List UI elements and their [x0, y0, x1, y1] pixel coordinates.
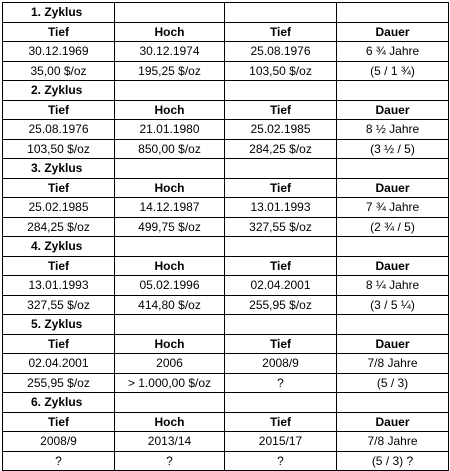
header-high: Hoch — [115, 100, 225, 120]
cycle-header-row — [3, 412, 449, 432]
cycle-title-row — [3, 81, 449, 101]
duration-years: 8 ¼ Jahre — [337, 276, 449, 296]
empty-cell — [225, 237, 337, 257]
empty-cell — [337, 3, 449, 23]
date-low-end: 2008/9 — [225, 354, 337, 374]
cycle-dates-row — [3, 354, 449, 374]
header-high: Hoch — [115, 256, 225, 276]
cycle-title-row — [3, 237, 449, 257]
date-low-start: 13.01.1993 — [3, 276, 115, 296]
cycle-title-row — [3, 3, 449, 23]
price-low-end: ? — [225, 451, 337, 471]
header-low-start: Tief — [3, 22, 115, 42]
empty-cell — [115, 159, 225, 179]
header-low-end: Tief — [225, 256, 337, 276]
duration-split: (2 ¾ / 5) — [337, 217, 449, 237]
cycle-title-row — [3, 159, 449, 179]
header-duration: Dauer — [337, 100, 449, 120]
empty-cell — [225, 3, 337, 23]
price-low-start: ? — [3, 451, 115, 471]
cycle-prices-row — [3, 451, 449, 471]
date-low-start: 25.02.1985 — [3, 198, 115, 218]
cycle-dates-row — [3, 42, 449, 62]
date-low-end: 25.02.1985 — [225, 120, 337, 140]
empty-cell — [115, 3, 225, 23]
header-low-start: Tief — [3, 412, 115, 432]
price-low-start: 284,25 $/oz — [3, 217, 115, 237]
header-duration: Dauer — [337, 334, 449, 354]
header-low-end: Tief — [225, 412, 337, 432]
date-high: 30.12.1974 — [115, 42, 225, 62]
cycle-title: 5. Zyklus — [3, 315, 115, 335]
cycle-prices-row — [3, 217, 449, 237]
empty-cell — [337, 315, 449, 335]
duration-split: (5 / 3) ? — [337, 451, 449, 471]
gold-cycles-table — [2, 2, 449, 471]
duration-years: 6 ¾ Jahre — [337, 42, 449, 62]
header-low-start: Tief — [3, 334, 115, 354]
date-high: 2006 — [115, 354, 225, 374]
date-high: 05.02.1996 — [115, 276, 225, 296]
header-low-end: Tief — [225, 22, 337, 42]
price-low-end: 327,55 $/oz — [225, 217, 337, 237]
date-low-end: 2015/17 — [225, 432, 337, 452]
cycle-dates-row — [3, 432, 449, 452]
date-high: 21.01.1980 — [115, 120, 225, 140]
cycle-prices-row — [3, 373, 449, 393]
header-duration: Dauer — [337, 22, 449, 42]
price-low-start: 255,95 $/oz — [3, 373, 115, 393]
duration-years: 7 ¾ Jahre — [337, 198, 449, 218]
date-low-start: 25.08.1976 — [3, 120, 115, 140]
price-high: 850,00 $/oz — [115, 139, 225, 159]
cycle-header-row — [3, 22, 449, 42]
cycle-title: 2. Zyklus — [3, 81, 115, 101]
price-low-end: 284,25 $/oz — [225, 139, 337, 159]
header-low-start: Tief — [3, 256, 115, 276]
duration-years: 8 ½ Jahre — [337, 120, 449, 140]
duration-years: 7/8 Jahre — [337, 354, 449, 374]
date-low-start: 30.12.1969 — [3, 42, 115, 62]
header-low-end: Tief — [225, 100, 337, 120]
header-low-end: Tief — [225, 178, 337, 198]
price-low-start: 35,00 $/oz — [3, 61, 115, 81]
header-low-start: Tief — [3, 178, 115, 198]
price-high: 195,25 $/oz — [115, 61, 225, 81]
date-low-start: 2008/9 — [3, 432, 115, 452]
price-high: > 1.000,00 $/oz — [115, 373, 225, 393]
header-high: Hoch — [115, 412, 225, 432]
date-low-end: 25.08.1976 — [225, 42, 337, 62]
date-low-start: 02.04.2001 — [3, 354, 115, 374]
date-low-end: 02.04.2001 — [225, 276, 337, 296]
cycle-header-row — [3, 100, 449, 120]
header-low-end: Tief — [225, 334, 337, 354]
empty-cell — [115, 81, 225, 101]
date-low-end: 13.01.1993 — [225, 198, 337, 218]
header-high: Hoch — [115, 22, 225, 42]
date-high: 14.12.1987 — [115, 198, 225, 218]
price-low-end: 103,50 $/oz — [225, 61, 337, 81]
header-high: Hoch — [115, 178, 225, 198]
empty-cell — [337, 237, 449, 257]
cycle-prices-row — [3, 61, 449, 81]
empty-cell — [225, 81, 337, 101]
empty-cell — [337, 81, 449, 101]
empty-cell — [115, 237, 225, 257]
empty-cell — [115, 315, 225, 335]
price-low-start: 103,50 $/oz — [3, 139, 115, 159]
duration-split: (3 ½ / 5) — [337, 139, 449, 159]
cycle-prices-row — [3, 139, 449, 159]
empty-cell — [337, 393, 449, 413]
header-duration: Dauer — [337, 178, 449, 198]
cycle-dates-row — [3, 120, 449, 140]
empty-cell — [225, 159, 337, 179]
price-low-end: 255,95 $/oz — [225, 295, 337, 315]
cycle-dates-row — [3, 198, 449, 218]
date-high: 2013/14 — [115, 432, 225, 452]
duration-split: (3 / 5 ¼) — [337, 295, 449, 315]
price-high: ? — [115, 451, 225, 471]
header-duration: Dauer — [337, 412, 449, 432]
price-low-end: ? — [225, 373, 337, 393]
empty-cell — [225, 315, 337, 335]
cycle-header-row — [3, 334, 449, 354]
duration-years: 7/8 Jahre — [337, 432, 449, 452]
header-duration: Dauer — [337, 256, 449, 276]
empty-cell — [115, 393, 225, 413]
cycle-prices-row — [3, 295, 449, 315]
cycle-header-row — [3, 256, 449, 276]
duration-split: (5 / 3) — [337, 373, 449, 393]
empty-cell — [225, 393, 337, 413]
cycle-title: 4. Zyklus — [3, 237, 115, 257]
cycle-title-row — [3, 393, 449, 413]
cycle-title-row — [3, 315, 449, 335]
cycle-title: 1. Zyklus — [3, 3, 115, 23]
cycle-title: 6. Zyklus — [3, 393, 115, 413]
header-high: Hoch — [115, 334, 225, 354]
price-high: 499,75 $/oz — [115, 217, 225, 237]
price-low-start: 327,55 $/oz — [3, 295, 115, 315]
empty-cell — [337, 159, 449, 179]
price-high: 414,80 $/oz — [115, 295, 225, 315]
cycle-title: 3. Zyklus — [3, 159, 115, 179]
cycle-dates-row — [3, 276, 449, 296]
duration-split: (5 / 1 ¾) — [337, 61, 449, 81]
cycle-header-row — [3, 178, 449, 198]
header-low-start: Tief — [3, 100, 115, 120]
